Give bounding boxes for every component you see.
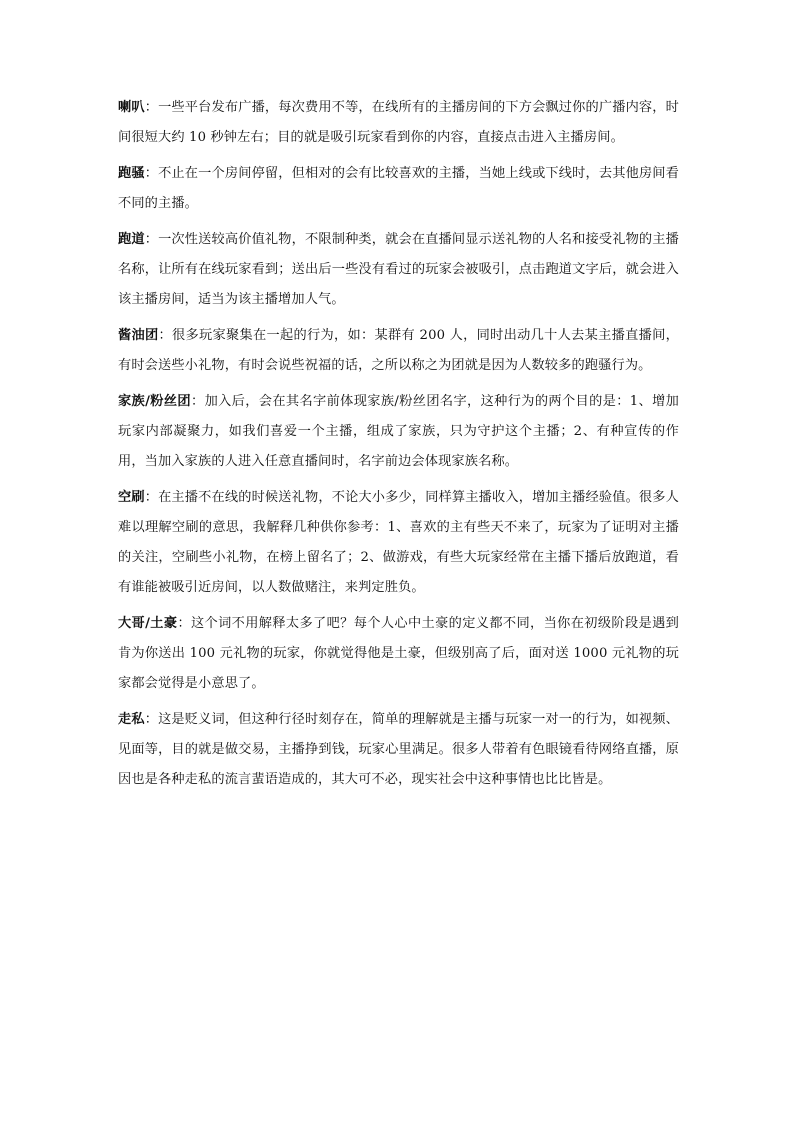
entry-separator: ： xyxy=(144,490,159,505)
entry-separator: ： xyxy=(144,100,159,115)
entry-definition: 一次性送较高价值礼物，不限制种类，就会在直播间显示送礼物的人名和接受礼物的主播名称，让所有在线玩家看到；送出后一些没有看过的玩家会被吸引，点击跑道文字后，就会进入该主播房间，适当为该主播增加人气。 xyxy=(118,232,679,307)
glossary-entry-kongshua xyxy=(118,483,679,603)
entry-definition: 这个词不用解释太多了吧？每个人心中土豪的定义都不同，当你在初级阶段是遇到肯为你送出 100 元礼物的玩家，你就觉得他是土豪，但级别高了后，面对送 1000 元礼物的玩家都会觉得是小意思了。 xyxy=(118,616,679,691)
glossary-entry-jiangyoutuan xyxy=(118,321,679,381)
entry-definition: 不止在一个房间停留，但相对的会有比较喜欢的主播，当她上线或下线时，去其他房间看不同的主播。 xyxy=(118,166,679,211)
entry-separator: ： xyxy=(144,712,159,727)
entry-definition: 一些平台发布广播，每次费用不等，在线所有的主播房间的下方会飘过你的广播内容，时间很短大约 10 秒钟左右；目的就是吸引玩家看到你的内容，直接点击进入主播房间。 xyxy=(118,100,679,145)
entry-definition: 这是贬义词，但这种行径时刻存在，简单的理解就是主播与玩家一对一的行为，如视频、见面等，目的就是做交易，主播挣到钱，玩家心里满足。很多人带着有色眼镜看待网络直播，原因也是各种走私的流言蜚语造成的，其大可不必，现实社会中这种事情也比比皆是。 xyxy=(118,712,679,787)
entry-separator: ： xyxy=(144,232,159,247)
entry-term: 空刷 xyxy=(118,490,145,505)
entry-separator: ： xyxy=(191,394,205,409)
glossary-entry-paodao xyxy=(118,225,679,315)
entry-definition: 很多玩家聚集在一起的行为，如：某群有 200 人，同时出动几十人去某主播直播间，有时会送些小礼物，有时会说些祝福的话，之所以称之为团就是因为人数较多的跑骚行为。 xyxy=(118,328,680,373)
entry-term: 大哥/土豪 xyxy=(118,616,178,631)
entry-term: 喇叭 xyxy=(118,100,145,115)
entry-term: 走私 xyxy=(118,712,145,727)
entry-separator: ： xyxy=(158,328,173,343)
entry-term: 跑道 xyxy=(118,232,145,247)
entry-definition: 加入后，会在其名字前体现家族/粉丝团名字，这种行为的两个目的是：1、增加玩家内部凝聚力，如我们喜爱一个主播，组成了家族，只为守护这个主播；2、有种宣传的作用，当加入家族的人进入任意直播间时，名字前边会体现家族名称。 xyxy=(118,394,679,469)
entry-separator: ： xyxy=(144,166,159,181)
document-page xyxy=(118,93,679,801)
entry-term: 家族/粉丝团 xyxy=(118,394,191,409)
entry-term: 跑骚 xyxy=(118,166,145,181)
glossary-entry-zousi xyxy=(118,705,679,795)
glossary-entry-paosao xyxy=(118,159,679,219)
entry-term: 酱油团 xyxy=(118,328,159,343)
glossary-entry-jiazu-fensituan xyxy=(118,387,679,477)
glossary-entry-laba xyxy=(118,93,679,153)
entry-separator: ： xyxy=(177,616,191,631)
glossary-entry-dage-tuhao xyxy=(118,609,679,699)
entry-definition: 在主播不在线的时候送礼物，不论大小多少，同样算主播收入，增加主播经验值。很多人难以理解空刷的意思，我解释几种供你参考：1、喜欢的主有些天不来了，玩家为了证明对主播的关注，空刷些小礼物，在榜上留名了；2、做游戏，有些大玩家经常在主播下播后放跑道，看有谁能被吸引近房间，以人数做赌注，来判定胜负。 xyxy=(118,490,679,595)
